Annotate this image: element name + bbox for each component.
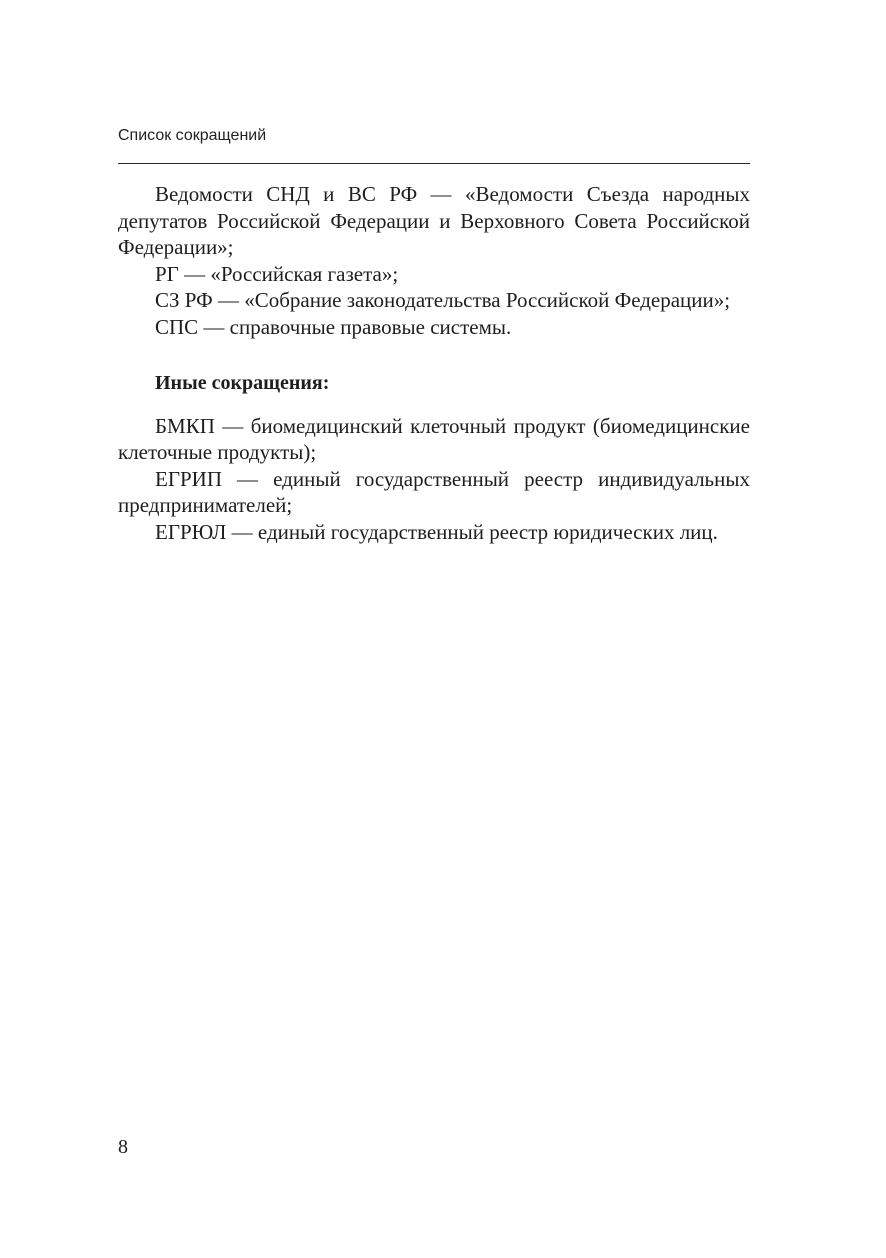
- abbreviation-entry: СПС — справочные правовые системы.: [155, 314, 512, 339]
- abbreviation-entry: РГ — «Российская газета»;: [155, 261, 399, 286]
- abbreviations-list: [118, 181, 750, 545]
- abbreviation-entry: СЗ РФ — «Собрание законодательства Российской Федерации»;: [155, 288, 731, 312]
- abbreviation-entry: ЕГРИП — единый государственный реестр индивидуальных предпринимателей;: [118, 466, 750, 517]
- abbreviation-entry: БМКП — биомедицинский клеточный продукт (биомедицинские клеточные продукты);: [118, 413, 750, 464]
- running-head-title: Список сокращений: [118, 127, 267, 144]
- header-rule: [118, 163, 750, 164]
- page-number: 8: [118, 1136, 128, 1158]
- abbreviation-entry: Ведомости СНД и ВС РФ — «Ведомости Съезда народных депутатов Российской Федерации и Верховного Совета Российской Федерации»;: [118, 182, 750, 259]
- section-heading-other: Иные сокращения:: [155, 372, 330, 394]
- abbreviation-entry: ЕГРЮЛ — единый государственный реестр юридических лиц.: [155, 519, 718, 544]
